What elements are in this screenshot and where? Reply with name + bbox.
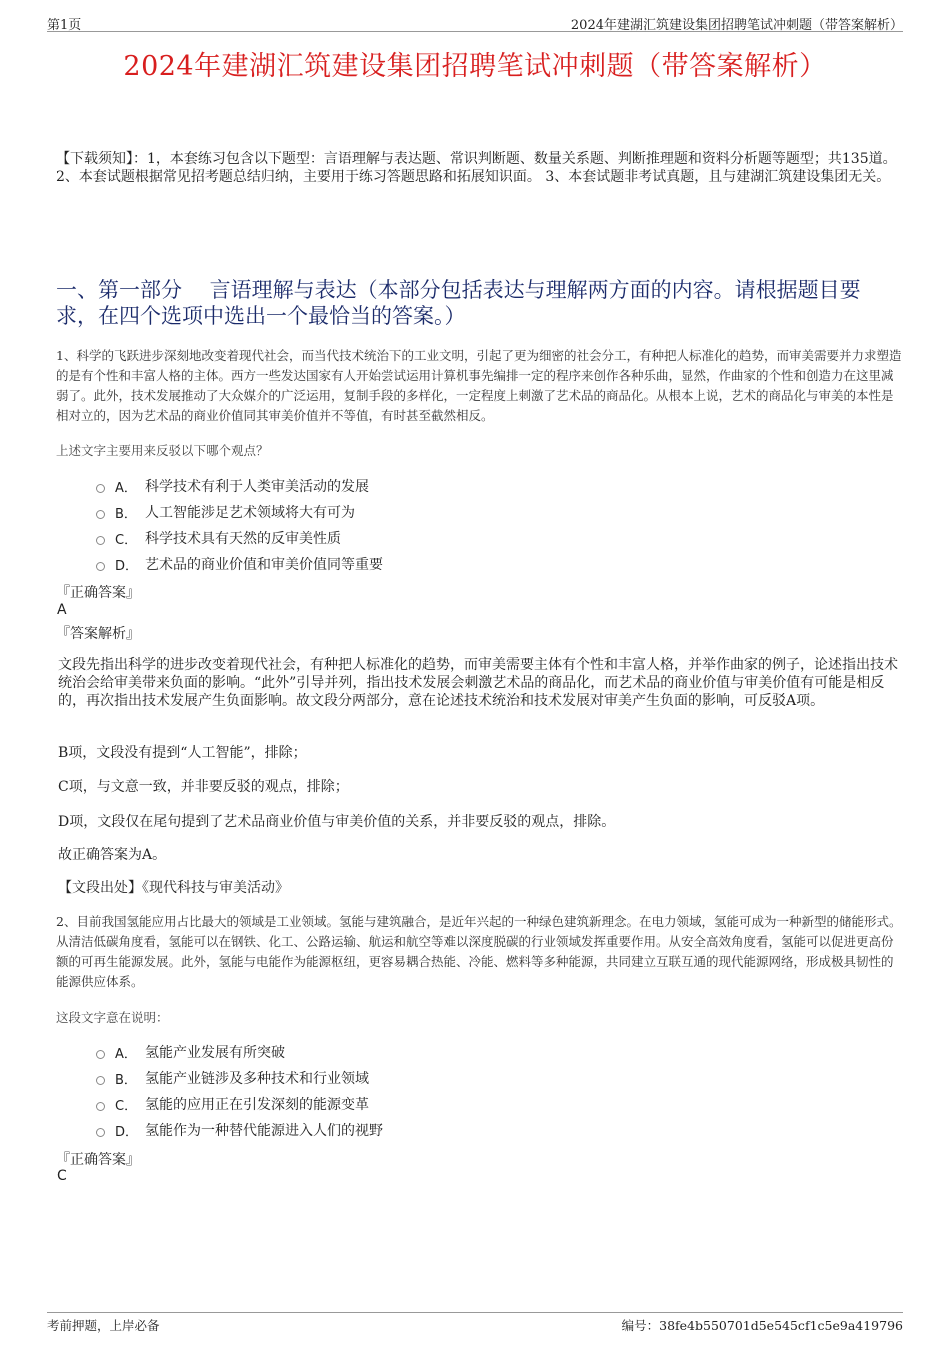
page-footer	[47, 1312, 903, 1332]
question-2-prompt: 这段文字意在说明：	[56, 1010, 169, 1025]
option-letter: C．	[115, 1098, 138, 1114]
option-d[interactable]	[96, 1117, 383, 1143]
option-c[interactable]	[96, 1091, 383, 1117]
analysis-label: 『答案解析』	[56, 626, 140, 642]
radio-icon[interactable]	[96, 1050, 105, 1059]
source-citation: 【文段出处】《现代科技与审美活动》	[58, 880, 289, 896]
question-2-text: 2、目前我国氢能应用占比最大的领域是工业领域。氢能与建筑融合，是近年兴起的一种绿色建筑新理念。在电力领域，氢能可成为一种新型的储能形式。从清洁低碳角度看，氢能可以在钢铁、化工、公路运输、航运和航空等难以深度脱碳的行业领域发挥重要作用。从安全高效角度看，氢能可以促进更高份额的可再生能源发展。此外，氢能与电能作为能源枢纽，更容易耦合热能、冷能、燃料等多种能源，共同建立互联互通的现代能源网络，形成极具韧性的能源供应体系。	[56, 914, 902, 989]
radio-icon[interactable]	[96, 1102, 105, 1111]
option-letter: D．	[115, 558, 139, 574]
question-1-prompt: 上述文字主要用来反驳以下哪个观点？	[56, 443, 269, 458]
option-a[interactable]	[96, 473, 383, 499]
option-text: 氢能产业发展有所突破	[145, 1045, 285, 1061]
page-number: 第1页	[47, 18, 82, 33]
option-a[interactable]	[96, 1039, 383, 1065]
answer-value: C	[57, 1168, 67, 1184]
question-1-text: 1、科学的飞跃进步深刻地改变着现代社会，而当代技术统治下的工业文明，引起了更为细密的社会分工，有种把人标准化的趋势，而审美需要并力求塑造的是有个性和丰富人格的主体。西方一些发达国家有人开始尝试运用计算机事先编排一定的程序来创作各种乐曲，显然，作曲家的个性和创造力在这里减弱了。此外，技术发展推动了大众媒介的广泛运用，复制手段的多样化，一定程度上刺激了艺术品的商品化。从根本上说，艺术的商品化与审美的本性是相对立的，因为艺术品的商业价值同其审美价值并不等值，有时甚至截然相反。	[56, 348, 902, 423]
document-title: 2024年建湖汇筑建设集团招聘笔试冲刺题（带答案解析）	[123, 51, 827, 82]
radio-icon[interactable]	[96, 484, 105, 493]
answer-value: A	[57, 602, 67, 618]
option-letter: D．	[115, 1124, 139, 1140]
radio-icon[interactable]	[96, 1076, 105, 1085]
page-header	[47, 12, 903, 32]
section-heading: 一、第一部分 言语理解与表达（本部分包括表达与理解两方面的内容。请根据题目要求，在四个选项中选出一个最恰当的答案。）	[56, 278, 861, 328]
option-letter: A．	[115, 1046, 137, 1062]
option-text: 氢能作为一种替代能源进入人们的视野	[145, 1123, 383, 1139]
radio-icon[interactable]	[96, 536, 105, 545]
option-b[interactable]	[96, 1065, 383, 1091]
option-text: 科学技术具有天然的反审美性质	[145, 531, 341, 547]
answer-label: 『正确答案』	[56, 585, 140, 601]
question-2-options	[96, 1039, 383, 1143]
option-text: 氢能产业链涉及多种技术和行业领域	[145, 1071, 369, 1087]
download-notice: 【下载须知】：1，本套练习包含以下题型：言语理解与表达题、常识判断题、数量关系题、判断推理题和资料分析题等题型；共135道。 2、本套试题根据常见招考题总结归纳，主要用于练习答题思路和拓展知识面。 3、本套试题非考试真题，且与建湖汇筑建设集团无关。	[56, 151, 897, 185]
option-c[interactable]	[96, 525, 383, 551]
option-letter: B．	[115, 1072, 137, 1088]
radio-icon[interactable]	[96, 1128, 105, 1137]
question-1-options	[96, 473, 383, 577]
analysis-paragraph: 文段先指出科学的进步改变着现代社会，有种把人标准化的趋势，而审美需要主体有个性和丰富人格，并举作曲家的例子，论述指出技术统治会给审美带来负面的影响。“此外”引导并列，指出技术发展会刺激艺术品的商品化，而艺术品的商业价值与审美价值有可能是相反的，再次指出技术发展产生负面影响。故文段分两部分，意在论述技术统治和技术发展对审美产生负面的影响，可反驳A项。	[58, 657, 898, 709]
option-letter: A．	[115, 480, 137, 496]
option-b[interactable]	[96, 499, 383, 525]
header-doc-title: 2024年建湖汇筑建设集团招聘笔试冲刺题（带答案解析）	[570, 18, 903, 33]
answer-label: 『正确答案』	[56, 1152, 140, 1168]
option-letter: B．	[115, 506, 137, 522]
footer-slogan: 考前押题，上岸必备	[47, 1318, 160, 1333]
option-text: 氢能的应用正在引发深刻的能源变革	[145, 1097, 369, 1113]
analysis-paragraph: D项，文段仅在尾句提到了艺术品商业价值与审美价值的关系，并非要反驳的观点，排除。	[58, 814, 616, 830]
radio-icon[interactable]	[96, 510, 105, 519]
analysis-paragraph: B项，文段没有提到“人工智能”，排除；	[58, 745, 307, 761]
radio-icon[interactable]	[96, 562, 105, 571]
option-d[interactable]	[96, 551, 383, 577]
document-serial: 编号：38fe4b550701d5e545cf1c5e9a419796	[621, 1318, 903, 1333]
analysis-paragraph: C项，与文意一致，并非要反驳的观点，排除；	[58, 779, 349, 795]
option-text: 科学技术有利于人类审美活动的发展	[145, 479, 369, 495]
option-letter: C．	[115, 532, 138, 548]
analysis-paragraph: 故正确答案为A。	[58, 847, 167, 863]
option-text: 人工智能涉足艺术领域将大有可为	[145, 505, 355, 521]
option-text: 艺术品的商业价值和审美价值同等重要	[145, 557, 383, 573]
